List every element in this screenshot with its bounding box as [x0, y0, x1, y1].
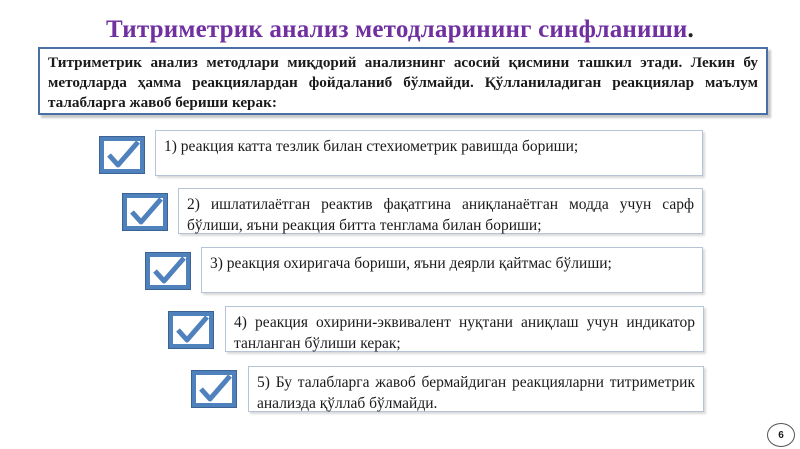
checkmark-icon	[151, 255, 187, 287]
list-item-4-text: 4) реакция охирини-эквивалент нуқтани аниқлаш учун индикатор танланган бўлиши керак;	[234, 314, 695, 352]
list-item-4	[225, 306, 704, 352]
list-item-3	[201, 247, 703, 293]
list-item-2	[178, 188, 703, 234]
list-item-2-text: 2) ишлатилаётган реактив фақатгина аниқланаётган модда учун сарф бўлиши, яъни реакция битта тенглама билан бориши;	[187, 196, 694, 234]
list-item-5-text: 5) Бу талабларга жавоб бермайдиган реакцияларни титриметрик анализда қўллаб бўлмайди.	[257, 374, 695, 412]
list-item-5	[248, 366, 704, 412]
checkbox-2	[122, 193, 168, 231]
checkbox-4	[168, 311, 214, 349]
slide-title-text: Титриметрик анализ методларининг синфланиши	[105, 16, 688, 43]
checkmark-icon	[128, 196, 164, 228]
list-item-1	[155, 130, 703, 176]
checkbox-5	[191, 370, 237, 408]
slide-title-period: .	[687, 16, 694, 43]
intro-box: Титриметрик анализ методлари миқдорий анализнинг асосий қисмини ташкил этади. Лекин бу методларда ҳамма реакциялардан фойдаланиб бўлмайди. Қўлланиладиган реакциялар маълум талабларга жавоб бериши керак:	[38, 47, 768, 115]
list-item-3-text: 3) реакция охиригача бориши, яъни деярли қайтмас бўлиши;	[210, 255, 612, 272]
checkmark-icon	[174, 314, 210, 346]
list-item-1-text: 1) реакция катта тезлик билан стехиометрик равишда бориши;	[164, 138, 579, 155]
checkbox-3	[145, 252, 191, 290]
checkmark-icon	[197, 373, 233, 405]
checkbox-1	[99, 136, 145, 174]
slide-title	[0, 16, 800, 44]
checkmark-icon	[105, 139, 141, 171]
page-number: 6	[767, 423, 795, 447]
